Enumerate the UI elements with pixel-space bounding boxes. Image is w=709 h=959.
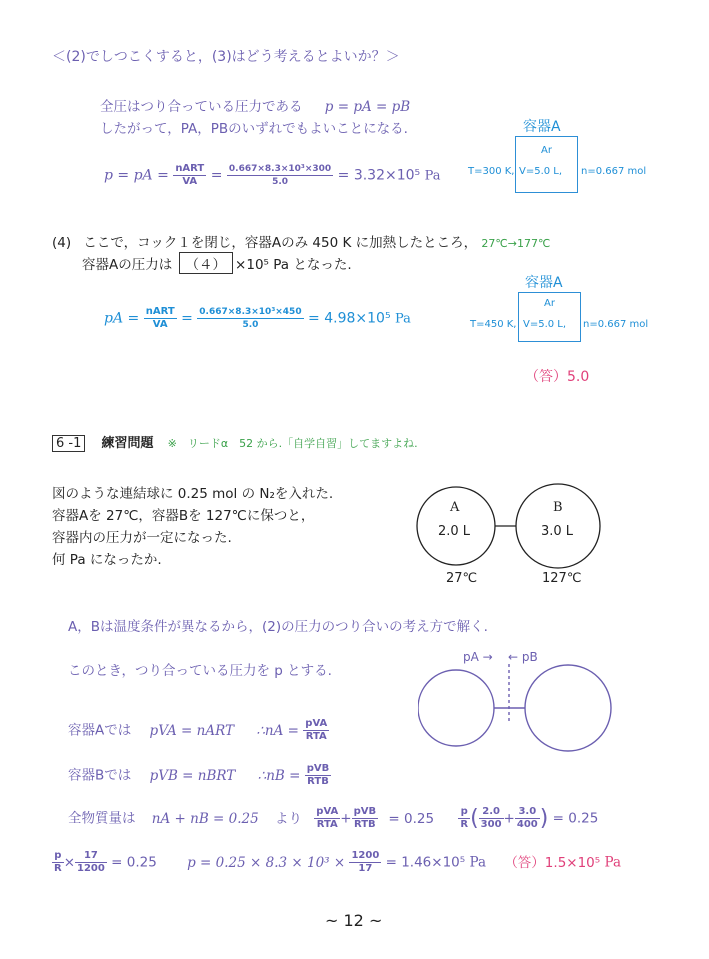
part1-T: T=300 K, bbox=[468, 166, 515, 177]
header-question: ＜(2)でしつこくすると，(3)はどう考えるとよいか？＞ bbox=[52, 49, 400, 65]
part4-frac1-den: VA bbox=[152, 319, 168, 330]
part4-text2b: ×10⁵ Pa となった. bbox=[235, 257, 352, 273]
part4-equation: pA = nART VA = $\frac{\text{0.667×8.3×10³×450}}{5.0}$ = 4.98×10⁵ Pa bbox=[104, 306, 411, 330]
part1-gas: Ar bbox=[541, 145, 552, 156]
solution-answer: （答）1.5×10⁵ bbox=[504, 854, 601, 871]
exercise-line-3: 容器内の圧力が一定になった. bbox=[52, 530, 232, 546]
exercise-line-4: 何 Pa になったか. bbox=[52, 552, 162, 568]
solution-t-den1: RTA bbox=[316, 819, 338, 830]
solution-b-den: RTB bbox=[307, 776, 329, 787]
solution-pA: pA → bbox=[463, 650, 493, 664]
part4-T: T=450 K, bbox=[470, 319, 517, 330]
part1-V: V=5.0 L, bbox=[519, 166, 563, 177]
part1-line2: したがって，PA，PBのいずれでもよいことになる. bbox=[100, 121, 408, 137]
solution-p-unit: Pa bbox=[469, 854, 487, 871]
page-number: ~ 12 ~ bbox=[325, 911, 383, 930]
solution-b-therefore: ∴nB = bbox=[257, 767, 301, 784]
exercise-note: ※ リードα 52 から.「自学自習」してますよね. bbox=[167, 437, 418, 450]
solution-p-frac-num: 1200 bbox=[351, 850, 380, 861]
solution-t-num2: pVB bbox=[353, 806, 377, 817]
solution-final-line bbox=[52, 850, 621, 875]
solution-a-therefore: ∴nA = bbox=[256, 722, 299, 739]
part4-frac2-den: 5.0 bbox=[242, 320, 259, 330]
solution-r-eq: = 0.25 bbox=[552, 810, 599, 827]
exercise-line-2: 容器Aを 27℃，容器Bを 127℃に保つと， bbox=[52, 508, 315, 524]
solution-p-result: = 1.46×10⁵ bbox=[385, 854, 466, 871]
part4-container-title: 容器A bbox=[525, 275, 563, 291]
solution-yori: より bbox=[275, 810, 302, 827]
part1-frac2-den: 5.0 bbox=[272, 177, 289, 187]
solution-total-frac1 bbox=[314, 806, 340, 831]
solution-r2-frac bbox=[515, 806, 540, 831]
solution-r-frac bbox=[458, 806, 470, 831]
solution-r1-den: 300 bbox=[480, 819, 502, 830]
solution-line2: このとき，つり合っている圧力を p とする. bbox=[68, 663, 332, 679]
solution-t-den2: RTB bbox=[353, 819, 376, 830]
solution-a-frac bbox=[303, 718, 329, 743]
solution-last-num: p bbox=[52, 850, 64, 863]
solution-b-frac bbox=[305, 763, 332, 788]
part4-gas: Ar bbox=[544, 298, 555, 309]
part4-line1 bbox=[52, 231, 550, 251]
solution-last-frac bbox=[52, 850, 64, 875]
solution-r1-num: 2.0 bbox=[479, 806, 504, 819]
solution-p-frac-den: 17 bbox=[358, 863, 373, 874]
solution-bulb-a bbox=[418, 670, 494, 746]
solution-last-den: R bbox=[54, 863, 62, 874]
solution-last-frac-num: 17 bbox=[75, 850, 107, 863]
bulb-b-volume: 3.0 L bbox=[541, 524, 574, 539]
exercise-line-1: 図のような連結球に 0.25 mol の N₂を入れた. bbox=[52, 486, 334, 502]
solution-r2-num: 3.0 bbox=[515, 806, 540, 819]
solution-last-eq: = 0.25 bbox=[111, 854, 157, 871]
part1-frac1-num: nART bbox=[175, 163, 205, 174]
solution-b-eq: pVB = nBRT bbox=[149, 767, 236, 784]
bulb-b-temp: 127℃ bbox=[542, 571, 582, 586]
part4-line2 bbox=[82, 252, 352, 274]
part4-unit: Pa bbox=[395, 311, 411, 327]
solution-t-num1: pVA bbox=[316, 806, 339, 817]
solution-r-den: R bbox=[460, 819, 469, 830]
part4-label: (4) bbox=[52, 235, 72, 251]
part1-frac1-den: VA bbox=[182, 176, 198, 187]
part4-eq-lhs: pA = bbox=[104, 310, 140, 327]
part4-n: n=0.667 mol bbox=[583, 319, 649, 330]
part4-frac1 bbox=[144, 306, 177, 331]
solution-p-frac bbox=[349, 850, 381, 875]
part4-text1: ここで，コック１を閉じ，容器Aのみ 450 K に加熱したところ， bbox=[83, 235, 478, 251]
solution-a-line bbox=[68, 718, 329, 743]
part4-frac1-num: nART bbox=[145, 306, 175, 317]
solution-a-den: RTA bbox=[305, 731, 327, 742]
part1-result: = 3.32×10⁵ bbox=[337, 167, 421, 184]
solution-bulb-b bbox=[525, 665, 611, 751]
solution-line1: A，Bは温度条件が異なるから，(2)の圧力のつり合いの考え方で解く. bbox=[68, 619, 488, 635]
part4-text2a: 容器Aの圧力は bbox=[82, 257, 173, 273]
part1-unit: Pa bbox=[424, 168, 441, 184]
solution-b-num: pVB bbox=[306, 763, 330, 774]
solution-r2-den: 400 bbox=[516, 819, 538, 830]
solution-total-eq: nA + nB = 0.25 bbox=[151, 810, 259, 827]
solution-total-line: 全物質量は nA + nB = 0.25 より pVA RTA + pVB RTB = 0.25 $\frac{p}{R}$ ( $\frac{2.0}{300}$ + $\frac{3.0}{400}$ ) = 0.25 bbox=[68, 806, 599, 831]
solution-a-eq: pVA = nART bbox=[149, 722, 235, 739]
bulb-a-volume: 2.0 L bbox=[438, 524, 471, 539]
part4-temp-change: 27℃→177℃ bbox=[481, 237, 551, 250]
solution-r-num: p bbox=[458, 806, 470, 819]
bulb-b-label: B bbox=[553, 500, 563, 515]
part1-n: n=0.667 mol bbox=[581, 166, 647, 177]
bulb-a-label: A bbox=[450, 500, 460, 515]
solution-t-eq: = 0.25 bbox=[388, 810, 435, 827]
exercise-title: 練習問題 bbox=[101, 436, 154, 451]
solution-r1-frac bbox=[479, 806, 504, 831]
solution-last-frac-den: 1200 bbox=[77, 863, 105, 874]
part1-frac2-num: 0.667×8.3×10³×300 bbox=[228, 164, 332, 174]
solution-b-label: 容器Bでは bbox=[68, 767, 132, 784]
solution-pB: ← pB bbox=[508, 650, 538, 664]
part1-line1-eq: p = pA = pB bbox=[324, 99, 411, 115]
part1-equation: p = pA = nART VA = $\frac{\text{0.667×8.3×10³×300}}{5.0}$ = 3.32×10⁵ Pa bbox=[104, 163, 441, 187]
part1-frac2 bbox=[227, 163, 333, 188]
part1-line1-text: 全圧はつり合っている圧力である bbox=[100, 99, 303, 115]
solution-answer-unit: Pa bbox=[604, 854, 622, 871]
exercise-number: 6 -1 bbox=[52, 435, 85, 452]
solution-p-eq: p = 0.25 × 8.3 × 10³ × bbox=[187, 854, 346, 871]
part1-container-title: 容器A bbox=[523, 119, 561, 135]
part4-blank-box: （４） bbox=[179, 252, 234, 274]
solution-a-num: pVA bbox=[305, 718, 328, 729]
solution-b-line bbox=[68, 763, 331, 788]
part1-frac1 bbox=[173, 163, 206, 188]
solution-total-frac2 bbox=[352, 806, 379, 831]
part4-V: V=5.0 L, bbox=[523, 319, 567, 330]
part4-answer: （答）5.0 bbox=[525, 369, 590, 385]
solution-last-times: × bbox=[63, 854, 76, 871]
solution-last-frac2 bbox=[75, 850, 107, 875]
part4-result: = 4.98×10⁵ bbox=[308, 310, 391, 327]
part1-eq-lhs: p = pA = bbox=[104, 167, 169, 184]
solution-total-label: 全物質量は bbox=[68, 810, 136, 827]
exercise-header bbox=[52, 432, 418, 452]
solution-a-label: 容器Aでは bbox=[68, 722, 132, 739]
part1-line1 bbox=[100, 95, 410, 115]
solution-bulbs-diagram bbox=[418, 664, 618, 756]
part4-frac2 bbox=[197, 306, 303, 331]
bulb-a-temp: 27℃ bbox=[446, 571, 478, 586]
part4-frac2-num: 0.667×8.3×10³×450 bbox=[199, 307, 302, 317]
